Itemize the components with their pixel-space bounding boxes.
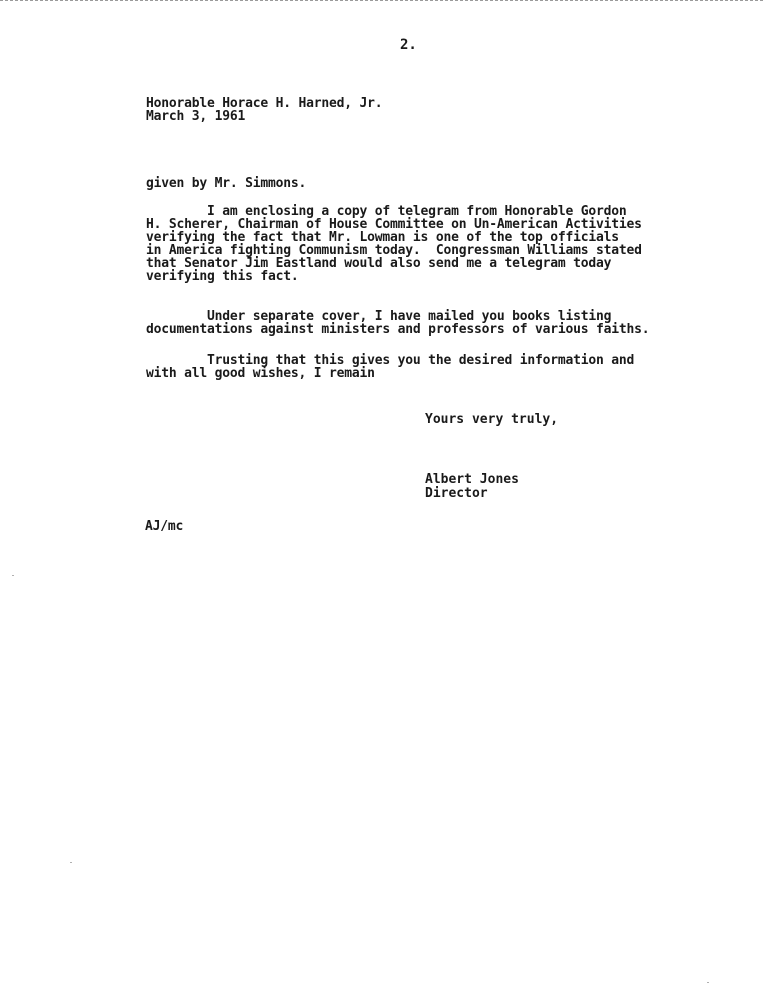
recipient-name: Honorable Horace H. Harned, Jr. bbox=[146, 96, 383, 111]
paragraph1-line: that Senator Jim Eastland would also send me a telegram today bbox=[146, 256, 612, 271]
complimentary-close: Yours very truly, bbox=[425, 412, 559, 427]
paragraph2-line: documentations against ministers and professors of various faiths. bbox=[146, 322, 650, 337]
paragraph1-line: H. Scherer, Chairman of House Committee on Un-American Activities bbox=[146, 217, 642, 232]
scan-speck bbox=[70, 862, 72, 863]
paragraph3-line: with all good wishes, I remain bbox=[146, 366, 375, 381]
signer-title: Director bbox=[425, 486, 488, 501]
paragraph2-line: Under separate cover, I have mailed you books listing bbox=[146, 309, 612, 324]
letter-date: March 3, 1961 bbox=[146, 109, 246, 124]
signer-name: Albert Jones bbox=[425, 472, 519, 487]
paragraph1-line: I am enclosing a copy of telegram from Honorable Gordon bbox=[146, 204, 627, 219]
scan-speck bbox=[12, 575, 14, 576]
page-number: 2. bbox=[400, 37, 417, 53]
opening-line: given by Mr. Simmons. bbox=[146, 176, 307, 191]
scan-speck bbox=[707, 982, 709, 983]
paragraph1-line: in America fighting Communism today. Congressman Williams stated bbox=[146, 243, 642, 258]
paragraph1-line: verifying this fact. bbox=[146, 269, 299, 284]
paragraph3-line: Trusting that this gives you the desired information and bbox=[146, 353, 635, 368]
paragraph1-line: verifying the fact that Mr. Lowman is one of the top officials bbox=[146, 230, 619, 245]
reference-initials: AJ/mc bbox=[145, 519, 184, 534]
